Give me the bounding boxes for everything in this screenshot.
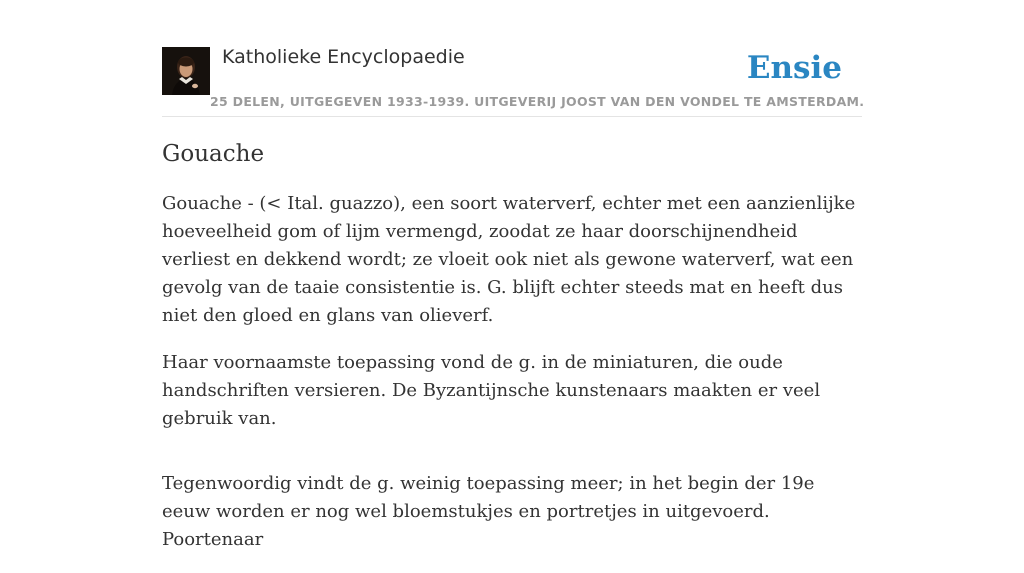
source-header [162, 44, 865, 117]
article [162, 138, 862, 573]
article-paragraph: Tegenwoordig vindt de g. weinig toepassing meer; in het begin der 19e eeuw worden er nog wel bloemstukjes en portretjes in uitgevoerd. Poortenaar [162, 473, 815, 550]
article-title: Gouache [162, 141, 265, 167]
portrait-avatar-icon [162, 47, 210, 95]
article-body [162, 190, 862, 554]
source-meta: 25 DELEN, UITGEGEVEN 1933-1939. UITGEVERIJ JOOST VAN DEN VONDEL TE AMSTERDAM. [210, 94, 865, 109]
source-avatar[interactable] [162, 47, 210, 95]
source-title[interactable]: Katholieke Encyclopaedie [222, 46, 465, 68]
article-paragraph: Gouache - (< Ital. guazzo), een soort waterverf, echter met een aanzienlijke hoeveelheid gom of lijm vermengd, zoodat ze haar doorschijnendheid verliest en dekkend wordt; ze vloeit ook niet als gewone waterverf, wat een gevolg van de taaie consistentie is. G. blijft echter steeds mat en heeft dus niet den gloed en glans van olieverf. [162, 193, 856, 326]
ensie-logo[interactable]: Ensie [746, 50, 842, 86]
article-paragraph: Haar voornaamste toepassing vond de g. in de miniaturen, die oude handschriften versieren. De Byzantijnsche kunstenaars maakten er veel gebruik van. [162, 352, 821, 429]
